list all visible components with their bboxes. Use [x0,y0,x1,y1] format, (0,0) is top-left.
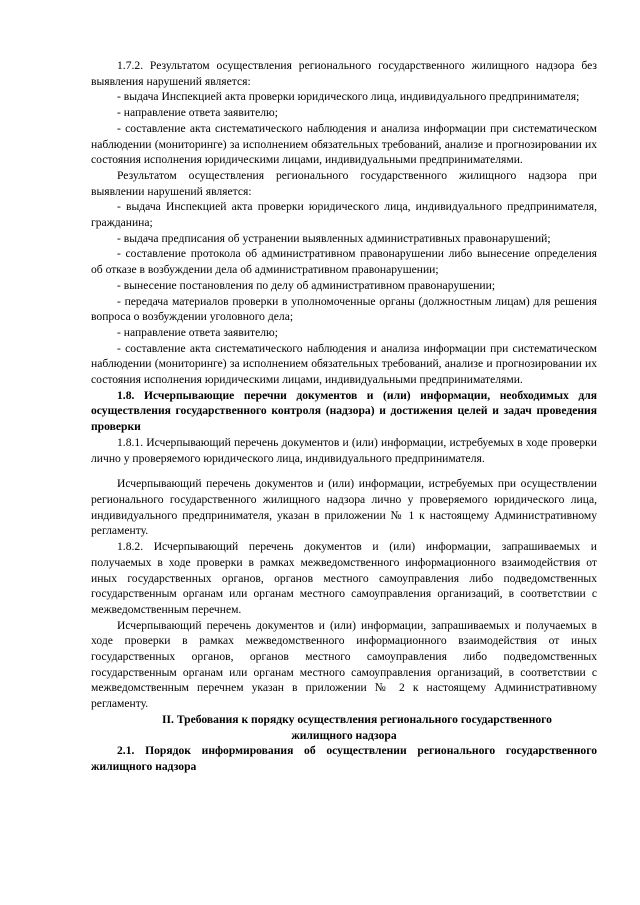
list-item: - выдача Инспекцией акта проверки юридического лица, индивидуального предпринимателя, гражданина; [91,200,597,230]
list-item: - составление протокола об административном правонарушении либо вынесение определения об отказе в возбуждении дела об административном правонарушении; [91,247,597,277]
list-item: - вынесение постановления по делу об административном правонарушении; [117,278,496,292]
list-item: - выдача Инспекцией акта проверки юридического лица, индивидуального предпринимателя; [117,90,580,104]
paragraph-1-8-2: 1.8.2. Исчерпывающий перечень документов и (или) информации, запрашиваемых и получаемых в ходе проверки в рамках межведомственного информационного взаимодействия от иных государственных органов, органов местного самоуправления либо подведомственных государственным органам или органам местного самоуправления организаций, в соответствии с межведомственным перечнем. [91,540,597,616]
paragraph-list-appendix-1: Исчерпывающий перечень документов и (или) информации, истребуемых при осуществлении регионального государственного жилищного надзора лично у проверяемого юридического лица, индивидуального предпринимателя, указан в приложении № 1 к настоящему Административному регламенту. [91,477,597,538]
list-item: - выдача предписания об устранении выявленных административных правонарушений; [117,231,551,245]
list-item: - направление ответа заявителю; [117,106,278,120]
paragraph-list-appendix-2: Исчерпывающий перечень документов и (или) информации, запрашиваемых и получаемых в ходе проверки в рамках межведомственного информационного взаимодействия от иных государственных органов, органов местного самоуправления либо подведомственных государственным органам или органам местного самоуправления организаций, в соответствии с межведомственным перечнем указан в приложении № 2 к настоящему Административному регламенту. [91,618,597,711]
document-page [91,58,597,775]
section-title: II. Требования к порядку осуществления регионального государственного жилищного надзора [162,712,552,742]
paragraph-1-7-2: 1.7.2. Результатом осуществления регионального государственного жилищного надзора без выявления нарушений является: [91,59,597,88]
paragraph-result-violations: Результатом осуществления регионального государственного жилищного надзора при выявлении нарушений является: [91,168,597,198]
heading-1-8: 1.8. Исчерпывающие перечни документов и (или) информации, необходимых для осуществления государственного контроля (надзора) и достижения целей и задач проведения проверки [91,388,597,434]
list-item: - направление ответа заявителю; [117,325,278,339]
paragraph-1-8-1: 1.8.1. Исчерпывающий перечень документов и (или) информации, истребуемых в ходе проверки лично у проверяемого юридического лица, индивидуального предпринимателя. [91,435,597,465]
subsection-title: 2.1. Порядок информирования об осуществлении регионального государственного жилищного надзора [91,744,597,773]
list-item: - составление акта систематического наблюдения и анализа информации при систематическом наблюдении (мониторинге) за исполнением обязательных требований, анализе и прогнозировании их состояния исполнения юридическими лицами, индивидуальными предпринимателями. [91,121,597,167]
list-item: - передача материалов проверки в уполномоченные органы (должностным лицам) для решения вопроса о возбуждении уголовного дела; [91,294,597,324]
list-item: - составление акта систематического наблюдения и анализа информации при систематическом наблюдении (мониторинге) за исполнением обязательных требований, анализе и прогнозировании их состояния исполнения юридическими лицами, индивидуальными предпринимателями. [91,341,597,387]
